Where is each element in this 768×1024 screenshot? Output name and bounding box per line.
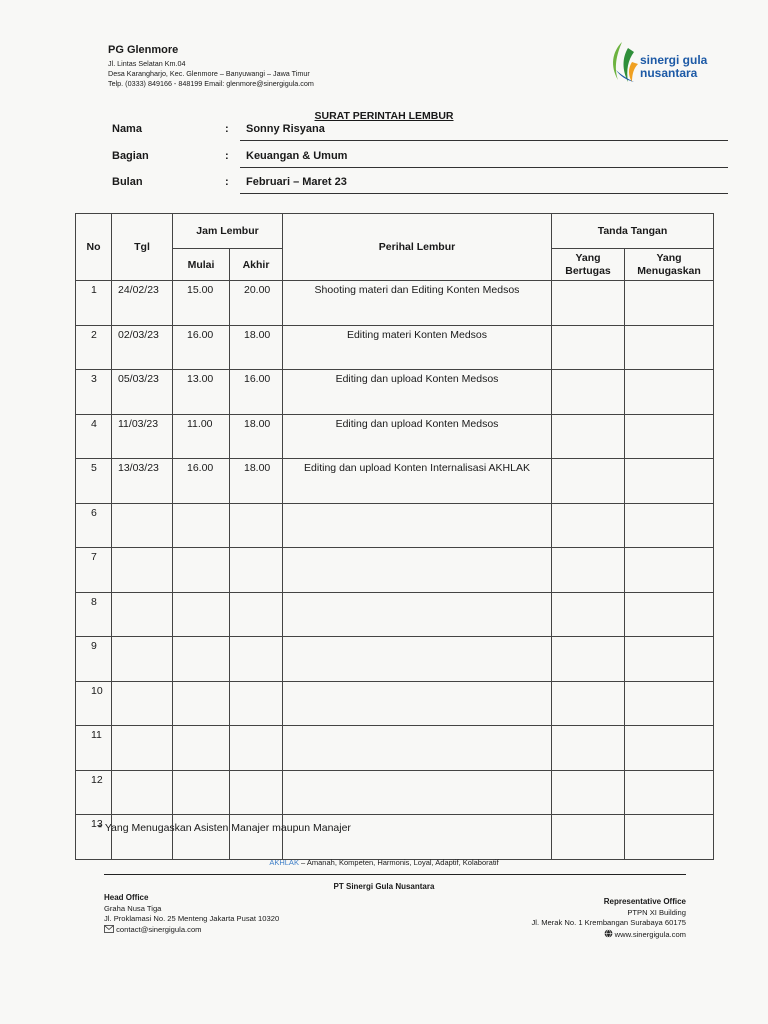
rep-office-web-row xyxy=(532,929,687,941)
cell-tgl xyxy=(112,770,173,815)
header-tgl: Tgl xyxy=(112,214,173,281)
meta-colon: : xyxy=(225,150,229,162)
meta-underline xyxy=(240,167,728,168)
cell-akhir xyxy=(230,592,283,637)
leaf-icon xyxy=(608,40,640,84)
cell-no: 10 xyxy=(76,681,112,726)
cell-mulai xyxy=(173,770,230,815)
cell-ttd-bertugas xyxy=(552,637,625,682)
cell-no: 4 xyxy=(76,414,112,459)
cell-perihal xyxy=(283,592,552,637)
table-row xyxy=(76,681,714,726)
head-office-block xyxy=(104,893,279,935)
cell-mulai xyxy=(173,548,230,593)
cell-perihal: Editing dan upload Konten Internalisasi AKHLAK xyxy=(283,459,552,504)
meta-underline xyxy=(240,140,728,141)
header-yang-bertugas: Yang Bertugas xyxy=(552,249,625,281)
cell-no: 5 xyxy=(76,459,112,504)
cell-akhir xyxy=(230,770,283,815)
cell-perihal: Editing dan upload Konten Medsos xyxy=(283,414,552,459)
cell-tgl xyxy=(112,503,173,548)
cell-akhir: 20.00 xyxy=(230,281,283,326)
head-office-email-row xyxy=(104,925,279,936)
cell-ttd-bertugas xyxy=(552,726,625,771)
cell-ttd-menugaskan xyxy=(625,815,714,860)
cell-akhir: 18.00 xyxy=(230,325,283,370)
cell-ttd-menugaskan xyxy=(625,770,714,815)
rep-office-line: PTPN XI Building xyxy=(627,907,686,917)
table-row xyxy=(76,770,714,815)
cell-ttd-menugaskan xyxy=(625,726,714,771)
cell-ttd-menugaskan xyxy=(625,592,714,637)
cell-ttd-bertugas xyxy=(552,370,625,415)
cell-ttd-menugaskan xyxy=(625,459,714,504)
cell-perihal xyxy=(283,548,552,593)
cell-akhir xyxy=(230,503,283,548)
table-row xyxy=(76,325,714,370)
logo-text-line1: sinergi gula xyxy=(640,53,708,67)
cell-ttd-menugaskan xyxy=(625,637,714,682)
head-office-line: Jl. Proklamasi No. 25 Menteng Jakarta Pusat 10320 xyxy=(104,914,280,923)
table-row xyxy=(76,414,714,459)
header-akhir: Akhir xyxy=(230,249,283,281)
cell-perihal: Editing materi Konten Medsos xyxy=(283,325,552,370)
cell-tgl xyxy=(112,548,173,593)
meta-value: Sonny Risyana xyxy=(246,123,325,135)
cell-no: 1 xyxy=(76,281,112,326)
head-office-email[interactable]: contact@sinergigula.com xyxy=(116,924,202,934)
cell-ttd-bertugas xyxy=(552,770,625,815)
cell-perihal xyxy=(283,637,552,682)
meta-colon: : xyxy=(225,123,229,135)
cell-ttd-menugaskan xyxy=(625,414,714,459)
cell-no: 13 xyxy=(76,815,112,860)
cell-ttd-bertugas xyxy=(552,503,625,548)
cell-no: 2 xyxy=(76,325,112,370)
cell-akhir xyxy=(230,637,283,682)
company-header xyxy=(108,44,314,89)
cell-ttd-bertugas xyxy=(552,414,625,459)
cell-perihal: Editing dan upload Konten Medsos xyxy=(283,370,552,415)
cell-tgl xyxy=(112,592,173,637)
table-row xyxy=(76,726,714,771)
akhlak-line xyxy=(0,858,768,867)
cell-tgl xyxy=(112,726,173,771)
meta-label: Bagian xyxy=(112,150,149,162)
footnote: * Yang Menugaskan Asisten Manajer maupun Manajer xyxy=(98,822,351,834)
cell-ttd-bertugas xyxy=(552,325,625,370)
rep-office-title: Representative Office xyxy=(603,897,686,906)
company-address-line: Desa Karangharjo, Kec. Glenmore – Banyuwangi – Jawa Timur xyxy=(108,69,310,78)
header-perihal: Perihal Lembur xyxy=(283,214,552,281)
cell-mulai xyxy=(173,592,230,637)
meta-label: Bulan xyxy=(112,176,143,188)
cell-mulai xyxy=(173,637,230,682)
cell-akhir xyxy=(230,548,283,593)
table-row xyxy=(76,637,714,682)
cell-tgl: 13/03/23 xyxy=(112,459,173,504)
cell-no: 8 xyxy=(76,592,112,637)
cell-mulai: 16.00 xyxy=(173,325,230,370)
cell-ttd-bertugas xyxy=(552,548,625,593)
envelope-icon xyxy=(104,925,114,933)
cell-mulai: 11.00 xyxy=(173,414,230,459)
meta-value: Februari – Maret 23 xyxy=(246,176,347,188)
cell-ttd-bertugas xyxy=(552,459,625,504)
company-contact-line: Telp. (0333) 849166 - 848199 Email: glenmore@sinergigula.com xyxy=(108,79,314,88)
logo-text-line2: nusantara xyxy=(640,66,698,80)
cell-no: 12 xyxy=(76,770,112,815)
cell-akhir xyxy=(230,726,283,771)
akhlak-values: – Amanah, Kompeten, Harmonis, Loyal, Adaptif, Kolaboratif xyxy=(298,858,499,867)
cell-akhir xyxy=(230,681,283,726)
rep-office-block xyxy=(532,897,687,940)
header-yang-menugaskan: Yang Menugaskan xyxy=(625,249,714,281)
akhlak-keyword: AKHLAK xyxy=(269,858,299,867)
rep-office-line: Jl. Merak No. 1 Krembangan Surabaya 60175 xyxy=(531,918,686,927)
cell-tgl: 24/02/23 xyxy=(112,281,173,326)
cell-ttd-bertugas xyxy=(552,281,625,326)
table-row xyxy=(76,370,714,415)
cell-ttd-menugaskan xyxy=(625,548,714,593)
table-header-row xyxy=(76,214,714,249)
cell-mulai xyxy=(173,681,230,726)
table-row xyxy=(76,281,714,326)
cell-mulai: 16.00 xyxy=(173,459,230,504)
meta-colon: : xyxy=(225,176,229,188)
cell-tgl: 02/03/23 xyxy=(112,325,173,370)
cell-perihal xyxy=(283,503,552,548)
cell-mulai xyxy=(173,503,230,548)
globe-icon xyxy=(604,929,613,938)
header-jam-lembur: Jam Lembur xyxy=(173,214,283,249)
cell-perihal xyxy=(283,681,552,726)
company-address-line: Jl. Lintas Selatan Km.04 xyxy=(108,59,186,68)
cell-akhir: 18.00 xyxy=(230,414,283,459)
cell-ttd-menugaskan xyxy=(625,281,714,326)
head-office-line: Graha Nusa Tiga xyxy=(104,903,162,913)
sinergi-gula-logo xyxy=(608,40,718,90)
cell-perihal xyxy=(283,770,552,815)
table-row xyxy=(76,592,714,637)
header-tanda-tangan: Tanda Tangan xyxy=(552,214,714,249)
cell-tgl xyxy=(112,681,173,726)
overtime-table xyxy=(75,213,714,860)
cell-akhir: 18.00 xyxy=(230,459,283,504)
table-row xyxy=(76,503,714,548)
cell-mulai: 15.00 xyxy=(173,281,230,326)
cell-perihal: Shooting materi dan Editing Konten Medsos xyxy=(283,281,552,326)
document-title xyxy=(0,110,768,122)
cell-tgl: 11/03/23 xyxy=(112,414,173,459)
cell-ttd-bertugas xyxy=(552,681,625,726)
cell-no: 6 xyxy=(76,503,112,548)
cell-tgl: 05/03/23 xyxy=(112,370,173,415)
meta-underline xyxy=(240,193,728,194)
cell-ttd-bertugas xyxy=(552,815,625,860)
cell-ttd-menugaskan xyxy=(625,325,714,370)
cell-ttd-menugaskan xyxy=(625,681,714,726)
cell-mulai: 13.00 xyxy=(173,370,230,415)
cell-no: 7 xyxy=(76,548,112,593)
cell-ttd-menugaskan xyxy=(625,503,714,548)
rep-office-website[interactable]: www.sinergigula.com xyxy=(614,929,686,939)
table-row xyxy=(76,548,714,593)
cell-no: 11 xyxy=(76,726,112,771)
cell-ttd-menugaskan xyxy=(625,370,714,415)
cell-perihal xyxy=(283,726,552,771)
meta-value: Keuangan & Umum xyxy=(246,150,348,162)
head-office-title: Head Office xyxy=(104,893,149,902)
cell-tgl xyxy=(112,637,173,682)
document-title-text: SURAT PERINTAH LEMBUR xyxy=(314,110,454,122)
cell-mulai xyxy=(173,726,230,771)
cell-akhir: 16.00 xyxy=(230,370,283,415)
header-mulai: Mulai xyxy=(173,249,230,281)
header-no: No xyxy=(76,214,112,281)
table-row xyxy=(76,459,714,504)
meta-label: Nama xyxy=(112,123,142,135)
footer-divider xyxy=(104,874,686,875)
company-name: PG Glenmore xyxy=(108,44,179,56)
cell-no: 9 xyxy=(76,637,112,682)
cell-ttd-bertugas xyxy=(552,592,625,637)
cell-no: 3 xyxy=(76,370,112,415)
footer-company: PT Sinergi Gula Nusantara xyxy=(333,882,435,891)
